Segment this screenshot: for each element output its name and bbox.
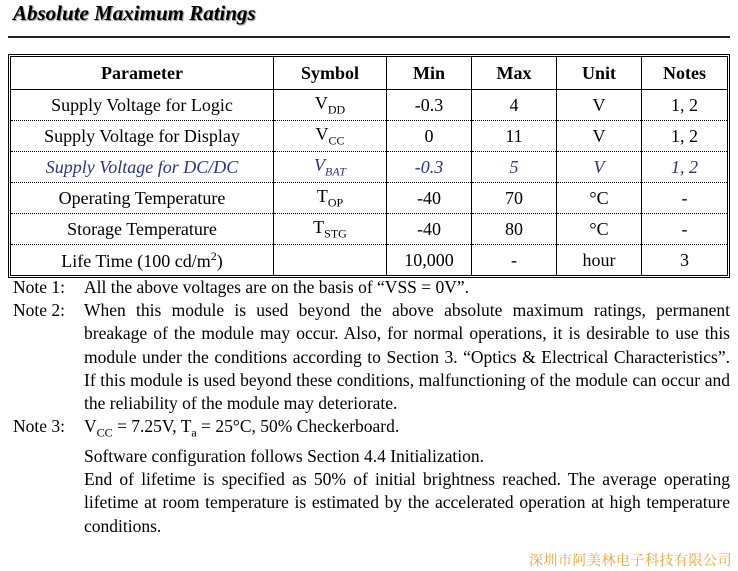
note-label: Note 3: [13,416,66,437]
cell-parameter: Storage Temperature [11,214,274,245]
cell-parameter: Operating Temperature [11,183,274,214]
note-label: Note 1: [13,277,66,297]
company-watermark: 深圳市阿美林电子科技有限公司 [529,554,732,569]
cell-max: 11 [472,121,557,152]
header-notes: Notes [642,57,728,90]
cell-unit: hour [557,245,642,276]
cell-min: -0.3 [387,152,472,183]
cell-max: 70 [472,183,557,214]
cell-parameter: Supply Voltage for Display [11,121,274,152]
notes-section [13,276,730,538]
note-label: Note 2: [13,300,66,321]
note-3-line-1: $V_{CC} = 7.25V$, $T_a = 25^\circ C$, 50% Checkerboard. [84,416,400,440]
cell-symbol: $T_{OP}$ [274,183,387,214]
cell-parameter: Supply Voltage for Logic [11,90,274,121]
cell-unit: V [557,121,642,152]
table-row [11,183,727,214]
cell-notes: 3 [680,249,689,270]
header-min: Min [387,57,472,90]
cell-unit: °C [557,214,642,245]
note-3 [13,415,730,538]
cell-symbol: $V_{DD}$ [274,90,387,121]
note-3-line-3: End of lifetime is specified as 50% of initial brightness reached. The average operating lifetime at room temperature is estimated by the accelerated operation at high temperature conditions. [84,469,730,536]
cell-min: 0 [387,121,472,152]
note-text [84,415,730,538]
note-text: All the above voltages are on the basis of “VSS = 0V”. [84,277,470,297]
cell-symbol: $V_{CC}$ [274,121,387,152]
cell-unit: V [557,152,642,183]
table-row-highlighted [11,152,727,183]
section-title: Absolute Maximum Ratings [13,1,256,25]
table-row [11,90,727,121]
header-max: Max [472,57,557,90]
table-row [11,245,727,276]
cell-max: 4 [472,90,557,121]
cell-symbol [274,245,387,276]
cell-notes: 1, 2 [642,152,728,183]
table-header-row [11,57,727,90]
cell-parameter: Life Time (100 $cd/m^2$) [11,245,274,276]
cell-min: -40 [387,214,472,245]
cell-max: - [472,245,557,276]
cell-unit: °C [557,183,642,214]
note-text: When this module is used beyond the above absolute maximum ratings, permanent breakage of the module may occur. Also, for normal operations, it is desirable to use this module under the conditions according to Section 3. “Optics & Electrical Characteristics”. If this module is used beyond these conditions, malfunctioning of the module can occur and the reliability of the module may deteriorate. [84,300,730,414]
note-1 [13,276,730,299]
cell-min: 10,000 [387,245,472,276]
cell-max: 5 [472,152,557,183]
cell-notes: 1, 2 [642,121,728,152]
title-divider [8,36,730,38]
cell-parameter: Supply Voltage for DC/DC [11,152,274,183]
cell-notes: - [642,214,728,245]
cell-symbol: $T_{STG}$ [274,214,387,245]
note-2 [13,299,730,415]
cell-notes: 1, 2 [642,90,728,121]
ratings-table [8,54,730,278]
cell-symbol: $V_{BAT}$ [274,152,387,183]
header-unit: Unit [557,57,642,90]
header-parameter: Parameter [11,57,274,90]
cell-unit: V [557,90,642,121]
note-3-line-2: Software configuration follows Section 4.4 Initialization. [84,445,484,466]
cell-min: -0.3 [387,90,472,121]
header-symbol: Symbol [274,57,387,90]
table-row [11,121,727,152]
table-row [11,214,727,245]
cell-min: -40 [387,183,472,214]
cell-notes: - [642,183,728,214]
cell-max: 80 [472,214,557,245]
